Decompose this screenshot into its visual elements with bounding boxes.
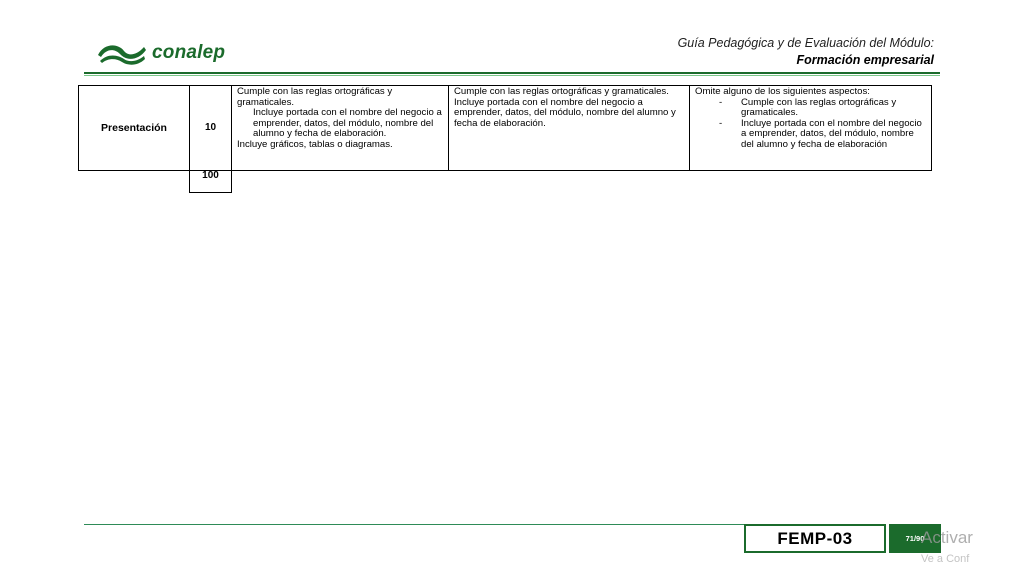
level-2-cell xyxy=(449,86,690,171)
level-3-list xyxy=(695,98,926,151)
conalep-logo xyxy=(96,38,225,68)
conalep-emblem-icon xyxy=(96,41,148,65)
table-row xyxy=(79,86,932,171)
rubric-table xyxy=(78,85,932,193)
level-1-cell xyxy=(232,86,449,171)
level-1-line: Incluye portada con el nombre del negocio a emprender, datos, del módulo, nombre del alumno y fecha de elaboración. xyxy=(253,107,442,140)
brand-name: conalep xyxy=(152,42,226,63)
table-row xyxy=(79,171,932,193)
level-3-cell xyxy=(690,86,932,171)
points-cell: 10 xyxy=(190,86,232,171)
document-title: Guía Pedagógica y de Evaluación del Módulo: xyxy=(677,36,934,50)
list-item: - Incluye portada con el nombre del negocio a emprender, datos, del módulo, nombre del alumno y fecha de elaboración xyxy=(695,119,926,151)
list-item: - Cumple con las reglas ortográficas y gramaticales. xyxy=(695,98,926,119)
module-code-box: FEMP-03 xyxy=(744,524,886,553)
header-rule xyxy=(84,72,940,74)
level-3-intro: Omite alguno de los siguientes aspectos: xyxy=(695,86,870,97)
total-cell: 100 xyxy=(190,171,232,193)
page-number-box: 71/90 xyxy=(889,524,941,553)
header-rule-secondary xyxy=(84,75,940,76)
footer-rule xyxy=(84,524,744,525)
level-1-line: Incluye gráficos, tablas o diagramas. xyxy=(237,138,393,150)
level-1-line: Cumple con las reglas ortográficas y gramaticales. xyxy=(237,86,393,108)
document-subtitle: Formación empresarial xyxy=(796,53,934,67)
activation-watermark-subtext: Ve a Conf xyxy=(921,553,970,565)
criterion-cell: Presentación xyxy=(79,86,190,171)
activation-watermark: Activar xyxy=(921,528,973,547)
level-2-line: Cumple con las reglas ortográficas y gramaticales. xyxy=(454,86,669,97)
level-2-line: Incluye portada con el nombre del negocio a emprender, datos, del módulo, nombre del alumno y fecha de elaboración. xyxy=(454,96,676,129)
